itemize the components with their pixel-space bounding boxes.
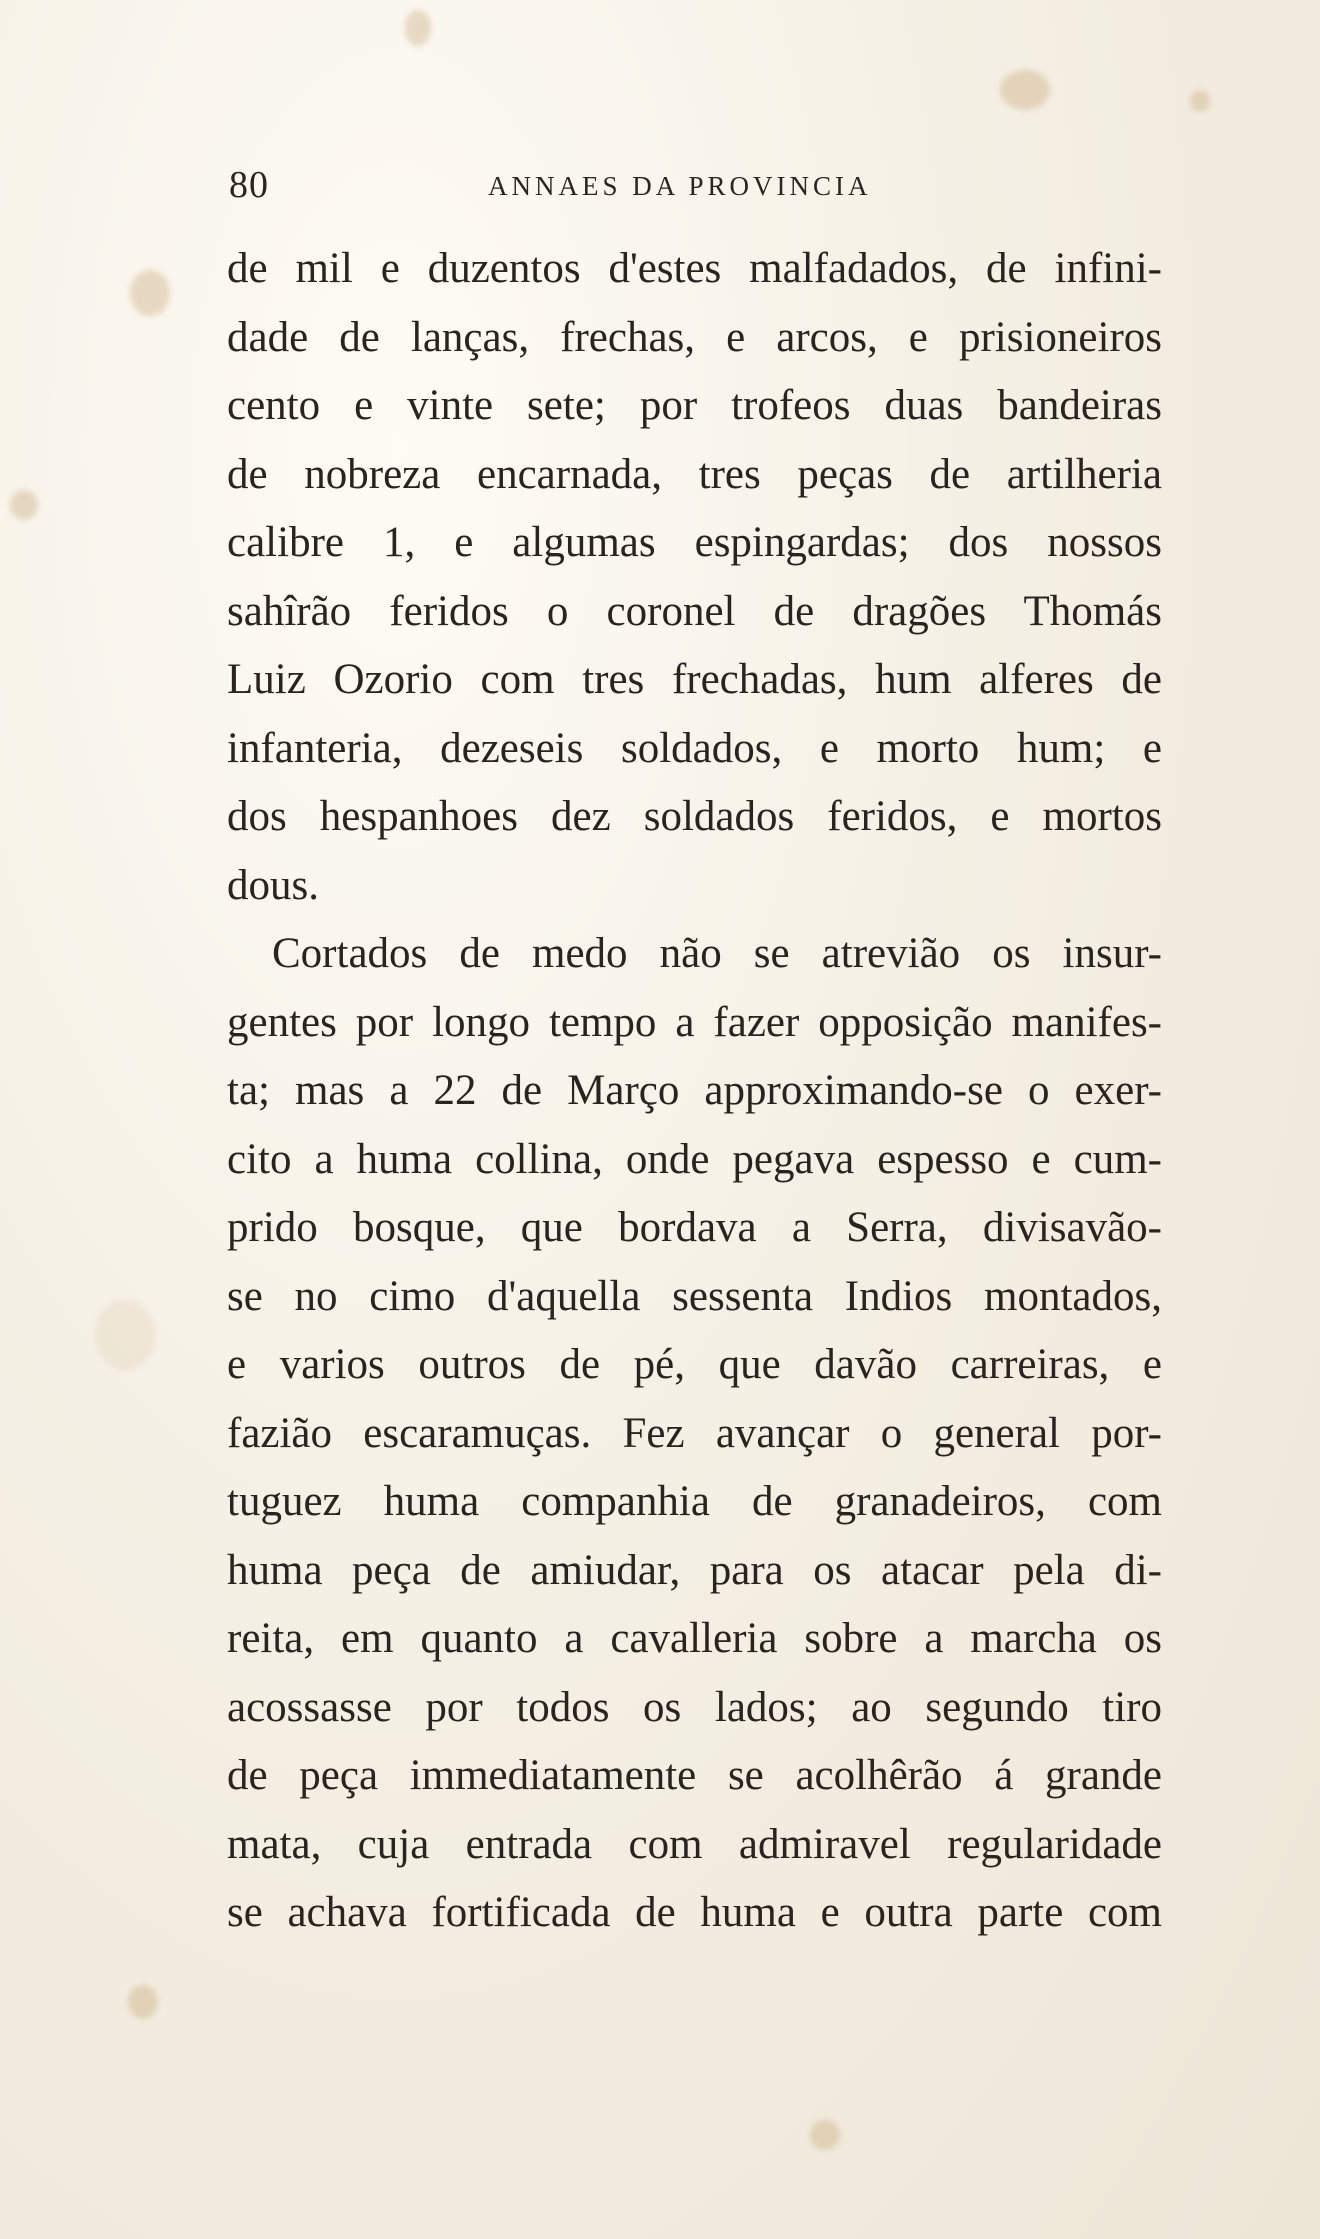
- paper-stain: [810, 2120, 840, 2150]
- paper-stain: [128, 1985, 158, 2019]
- text-line: cento e vinte sete; por trofeos duas bandeiras: [227, 382, 1162, 429]
- text-line: huma peça de amiudar, para os atacar pela di-: [227, 1546, 1162, 1594]
- paper-stain: [405, 10, 431, 46]
- text-line: de mil e duzentos d'estes malfadados, de infini-: [227, 245, 1162, 292]
- paper-stain: [1000, 70, 1050, 110]
- paper-stain: [1190, 90, 1210, 112]
- body-text: [227, 235, 1162, 1948]
- text-line: dos hespanhoes dez soldados feridos, e mortos: [227, 793, 1162, 840]
- text-line: sahîrão feridos o coronel de dragões Thomás: [227, 587, 1162, 635]
- text-line: reita, em quanto a cavalleria sobre a marcha os: [227, 1615, 1162, 1662]
- text-line: tuguez huma companhia de granadeiros, com: [227, 1478, 1162, 1525]
- paper-stain: [130, 270, 170, 316]
- paper-stain: [95, 1300, 155, 1370]
- text-line: fazião escaramuças. Fez avançar o general por-: [227, 1409, 1162, 1457]
- text-line: ta; mas a 22 de Março approximando-se o exer-: [227, 1067, 1162, 1114]
- text-line: se no cimo d'aquella sessenta Indios montados,: [227, 1272, 1162, 1320]
- text-line: calibre 1, e algumas espingardas; dos nossos: [227, 519, 1162, 566]
- text-line: mata, cuja entrada com admiravel regularidade: [227, 1820, 1162, 1868]
- text-line: Cortados de medo não se atrevião os insur-: [272, 930, 1162, 977]
- text-line: acossasse por todos os lados; ao segundo tiro: [227, 1683, 1162, 1731]
- text-line: infanteria, dezeseis soldados, e morto hum; e: [227, 724, 1162, 772]
- text-line: se achava fortificada de huma e outra parte com: [227, 1889, 1162, 1936]
- text-line: de peça immediatamente se acolhêrão á grande: [227, 1752, 1162, 1799]
- text-line: Luiz Ozorio com tres frechadas, hum alferes de: [227, 656, 1162, 703]
- text-line: dade de lanças, frechas, e arcos, e prisioneiros: [227, 313, 1162, 361]
- paragraph-2: [227, 920, 1162, 1948]
- text-line: gentes por longo tempo a fazer opposição manifes-: [227, 998, 1162, 1046]
- text-line: e varios outros de pé, que davão carreiras, e: [227, 1341, 1162, 1388]
- text-line: cito a huma collina, onde pegava espesso e cum-: [227, 1135, 1162, 1183]
- page-header: [229, 163, 1159, 213]
- text-line: prido bosque, que bordava a Serra, divisavão-: [227, 1204, 1162, 1251]
- text-line: dous.: [227, 861, 319, 909]
- page-number: 80: [229, 164, 269, 206]
- paper-stain: [10, 490, 38, 520]
- text-line: de nobreza encarnada, tres peças de artilheria: [227, 450, 1162, 498]
- running-title: ANNAES DA PROVINCIA: [488, 171, 872, 201]
- paragraph-1: [227, 235, 1162, 920]
